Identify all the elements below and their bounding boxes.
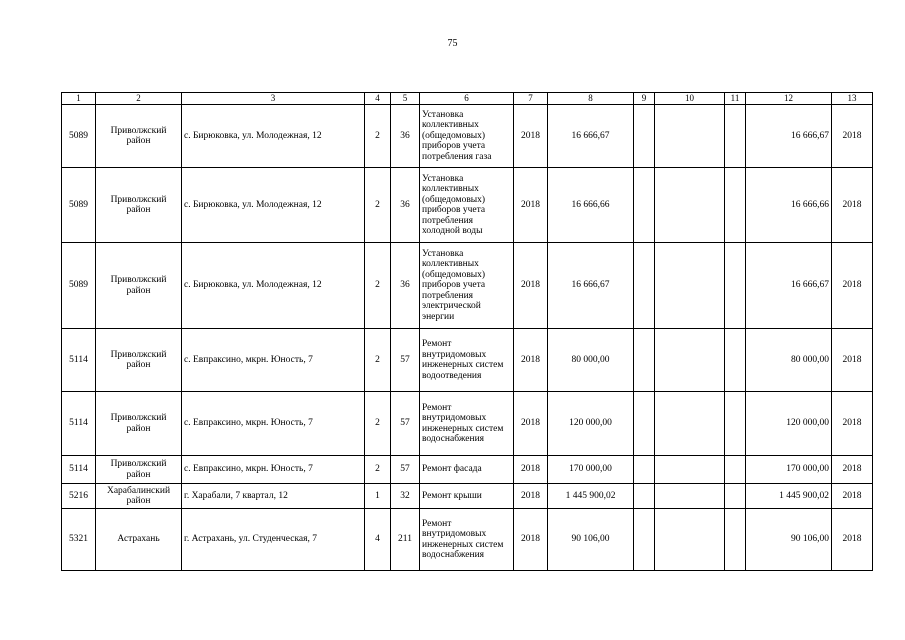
- cell-col4: 2: [365, 456, 391, 484]
- table-row: [62, 105, 873, 168]
- cell-col5: 57: [391, 392, 420, 456]
- cell-total: 120 000,00: [746, 392, 832, 456]
- cell-col4: 2: [365, 243, 391, 329]
- table-row: [62, 392, 873, 456]
- cell-col10: [655, 105, 725, 168]
- cell-work-type: Установка коллективных (общедомовых) приборов учета потребления электрической энергии: [420, 243, 514, 329]
- cell-code: 5114: [62, 392, 96, 456]
- cell-col9: [634, 168, 655, 243]
- cell-col11: [725, 456, 746, 484]
- cell-col5: 57: [391, 456, 420, 484]
- cell-col4: 2: [365, 168, 391, 243]
- cell-district: Приволжский район: [96, 392, 182, 456]
- cell-col5: 211: [391, 509, 420, 571]
- cell-col11: [725, 392, 746, 456]
- cell-col5: 32: [391, 484, 420, 509]
- cell-address: с. Бирюковка, ул. Молодежная, 12: [182, 105, 365, 168]
- table-row: [62, 243, 873, 329]
- column-header: 5: [391, 93, 420, 105]
- cell-col11: [725, 168, 746, 243]
- column-header: 6: [420, 93, 514, 105]
- cell-completion-year: 2018: [832, 105, 873, 168]
- cell-amount: 120 000,00: [548, 392, 634, 456]
- cell-col9: [634, 243, 655, 329]
- cell-completion-year: 2018: [832, 392, 873, 456]
- cell-amount: 16 666,67: [548, 243, 634, 329]
- cell-col4: 1: [365, 484, 391, 509]
- works-table: [61, 92, 873, 571]
- cell-total: 90 106,00: [746, 509, 832, 571]
- header-row: [62, 93, 873, 105]
- cell-col10: [655, 168, 725, 243]
- cell-district: Астрахань: [96, 509, 182, 571]
- cell-completion-year: 2018: [832, 168, 873, 243]
- cell-amount: 16 666,67: [548, 105, 634, 168]
- cell-col5: 36: [391, 168, 420, 243]
- cell-col10: [655, 484, 725, 509]
- cell-total: 16 666,66: [746, 168, 832, 243]
- table-row: [62, 329, 873, 392]
- cell-total: 1 445 900,02: [746, 484, 832, 509]
- cell-year: 2018: [514, 168, 548, 243]
- page-number: 75: [447, 38, 458, 49]
- cell-address: с. Евпраксино, мкрн. Юность, 7: [182, 392, 365, 456]
- cell-col9: [634, 329, 655, 392]
- table-row: [62, 484, 873, 509]
- cell-col10: [655, 456, 725, 484]
- column-header: 7: [514, 93, 548, 105]
- cell-district: Приволжский район: [96, 105, 182, 168]
- column-header: 8: [548, 93, 634, 105]
- cell-work-type: Ремонт внутридомовых инженерных систем водоснабжения: [420, 392, 514, 456]
- cell-address: с. Евпраксино, мкрн. Юность, 7: [182, 456, 365, 484]
- cell-year: 2018: [514, 484, 548, 509]
- cell-total: 16 666,67: [746, 105, 832, 168]
- column-header: 10: [655, 93, 725, 105]
- cell-completion-year: 2018: [832, 329, 873, 392]
- column-header: 3: [182, 93, 365, 105]
- cell-completion-year: 2018: [832, 243, 873, 329]
- cell-col11: [725, 329, 746, 392]
- cell-col5: 36: [391, 243, 420, 329]
- cell-work-type: Ремонт крыши: [420, 484, 514, 509]
- cell-col9: [634, 484, 655, 509]
- cell-code: 5114: [62, 456, 96, 484]
- cell-col10: [655, 329, 725, 392]
- cell-year: 2018: [514, 392, 548, 456]
- cell-amount: 170 000,00: [548, 456, 634, 484]
- cell-col9: [634, 509, 655, 571]
- cell-col9: [634, 105, 655, 168]
- column-header: 11: [725, 93, 746, 105]
- cell-col11: [725, 243, 746, 329]
- cell-total: 16 666,67: [746, 243, 832, 329]
- cell-address: с. Бирюковка, ул. Молодежная, 12: [182, 168, 365, 243]
- cell-address: г. Астрахань, ул. Студенческая, 7: [182, 509, 365, 571]
- cell-address: г. Харабали, 7 квартал, 12: [182, 484, 365, 509]
- table-row: [62, 168, 873, 243]
- cell-district: Приволжский район: [96, 329, 182, 392]
- cell-year: 2018: [514, 105, 548, 168]
- cell-col11: [725, 484, 746, 509]
- cell-district: Приволжский район: [96, 168, 182, 243]
- cell-col4: 4: [365, 509, 391, 571]
- table-row: [62, 456, 873, 484]
- cell-year: 2018: [514, 509, 548, 571]
- column-header: 12: [746, 93, 832, 105]
- cell-district: Харабалинский район: [96, 484, 182, 509]
- cell-work-type: Установка коллективных (общедомовых) приборов учета потребления газа: [420, 105, 514, 168]
- cell-district: Приволжский район: [96, 456, 182, 484]
- cell-code: 5089: [62, 243, 96, 329]
- cell-work-type: Ремонт фасада: [420, 456, 514, 484]
- cell-col10: [655, 392, 725, 456]
- cell-col9: [634, 392, 655, 456]
- cell-amount: 16 666,66: [548, 168, 634, 243]
- cell-col4: 2: [365, 392, 391, 456]
- column-header: 9: [634, 93, 655, 105]
- cell-completion-year: 2018: [832, 456, 873, 484]
- cell-total: 170 000,00: [746, 456, 832, 484]
- cell-address: с. Евпраксино, мкрн. Юность, 7: [182, 329, 365, 392]
- cell-col10: [655, 243, 725, 329]
- cell-col4: 2: [365, 105, 391, 168]
- column-header: 2: [96, 93, 182, 105]
- cell-code: 5089: [62, 105, 96, 168]
- cell-col9: [634, 456, 655, 484]
- cell-district: Приволжский район: [96, 243, 182, 329]
- cell-col11: [725, 105, 746, 168]
- cell-amount: 1 445 900,02: [548, 484, 634, 509]
- cell-work-type: Ремонт внутридомовых инженерных систем водоотведения: [420, 329, 514, 392]
- cell-amount: 90 106,00: [548, 509, 634, 571]
- cell-code: 5321: [62, 509, 96, 571]
- column-header: 4: [365, 93, 391, 105]
- cell-code: 5216: [62, 484, 96, 509]
- cell-code: 5089: [62, 168, 96, 243]
- cell-col5: 36: [391, 105, 420, 168]
- cell-year: 2018: [514, 243, 548, 329]
- cell-work-type: Ремонт внутридомовых инженерных систем водоснабжения: [420, 509, 514, 571]
- cell-col10: [655, 509, 725, 571]
- cell-code: 5114: [62, 329, 96, 392]
- cell-year: 2018: [514, 456, 548, 484]
- cell-year: 2018: [514, 329, 548, 392]
- cell-col5: 57: [391, 329, 420, 392]
- column-header: 13: [832, 93, 873, 105]
- cell-address: с. Бирюковка, ул. Молодежная, 12: [182, 243, 365, 329]
- column-header: 1: [62, 93, 96, 105]
- cell-completion-year: 2018: [832, 484, 873, 509]
- cell-col11: [725, 509, 746, 571]
- cell-work-type: Установка коллективных (общедомовых) приборов учета потребления холодной воды: [420, 168, 514, 243]
- cell-col4: 2: [365, 329, 391, 392]
- table-row: [62, 509, 873, 571]
- cell-amount: 80 000,00: [548, 329, 634, 392]
- cell-completion-year: 2018: [832, 509, 873, 571]
- cell-total: 80 000,00: [746, 329, 832, 392]
